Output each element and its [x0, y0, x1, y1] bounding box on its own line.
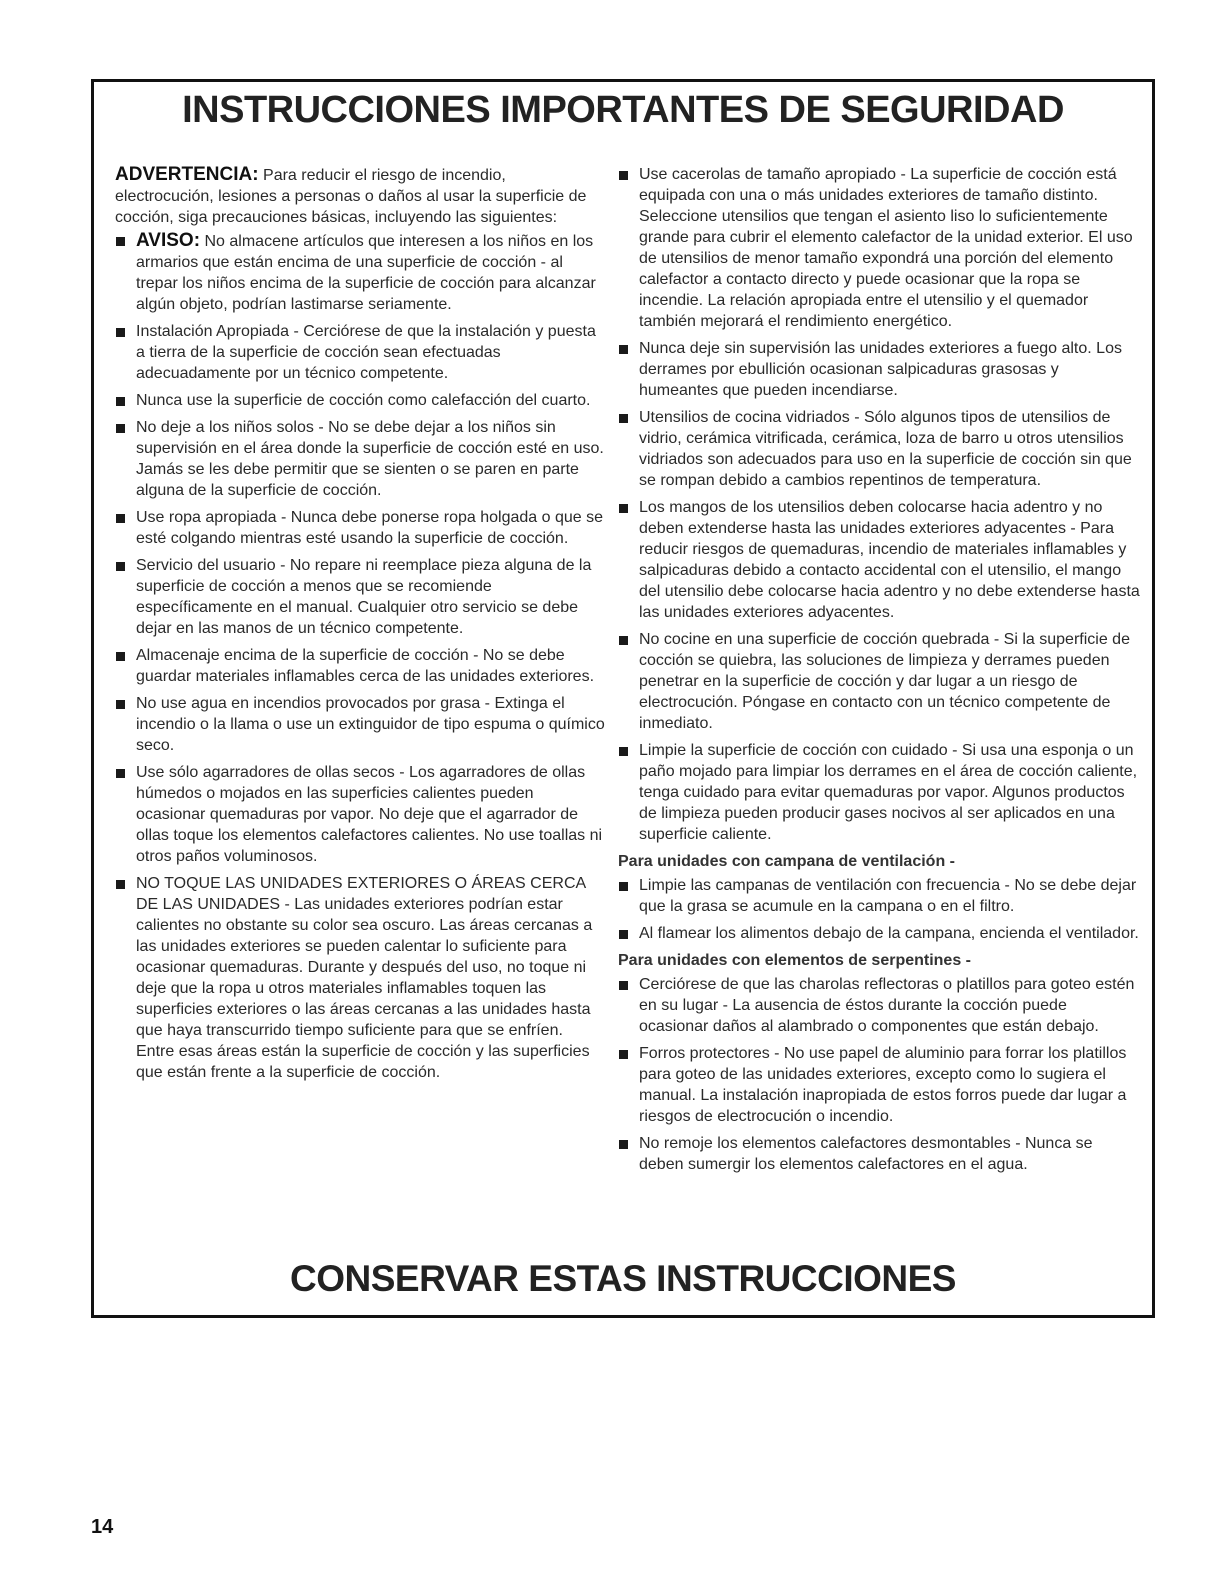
list-item [115, 645, 605, 687]
list-item-text: Nunca use la superficie de cocción como calefacción del cuarto. [136, 392, 591, 409]
list-item [115, 873, 605, 1083]
list-item-text: Nunca deje sin supervisión las unidades exteriores a fuego alto. Los derrames por ebullición ocasionan salpicaduras grasosas y humeantes que pueden incendiarse. [639, 340, 1122, 399]
list-item [115, 555, 605, 639]
list-item [115, 390, 605, 411]
list-item [115, 321, 605, 384]
list-item [618, 974, 1140, 1037]
square-bullet-icon [619, 504, 628, 513]
footer-title: CONSERVAR ESTAS INSTRUCCIONES [290, 1258, 956, 1299]
list-item [115, 230, 605, 315]
list-item-text: Limpie las campanas de ventilación con frecuencia - No se debe dejar que la grasa se acumule en la campana o en el filtro. [639, 877, 1137, 915]
square-bullet-icon [619, 930, 628, 939]
square-bullet-icon [116, 769, 125, 778]
list-item [618, 740, 1140, 845]
list-item [618, 1133, 1140, 1175]
page-title: INSTRUCCIONES IMPORTANTES DE SEGURIDAD [182, 89, 1064, 131]
notice-lead: AVISO: [136, 230, 201, 251]
right-bullet-list [618, 164, 1140, 845]
square-bullet-icon [116, 237, 125, 246]
warning-lead: ADVERTENCIA: [115, 164, 259, 185]
list-item-text: No cocine en una superficie de cocción quebrada - Si la superficie de cocción se quiebra, las soluciones de limpieza y derrames pueden penetrar en la superficie de cocción y dar lugar a un riesgo de electrocución. Póngase en contacto con un técnico competente de inmediato. [639, 631, 1130, 732]
list-item-text: No almacene artículos que interesen a los niños en los armarios que están encima de una superficie de cocción - al trepar los niños encima de la superficie de cocción para alcanzar algún objeto, podrían lastimarse seriamente. [136, 233, 596, 313]
list-item-text: Cerciórese de que las charolas reflectoras o platillos para goteo estén en su lugar - La ausencia de éstos durante la cocción puede ocasionar daños al alambrado o componentes que están debajo. [639, 976, 1135, 1035]
square-bullet-icon [619, 747, 628, 756]
square-bullet-icon [116, 652, 125, 661]
list-item [618, 1043, 1140, 1127]
coil-units-heading: Para unidades con elementos de serpentines - [618, 952, 971, 969]
square-bullet-icon [619, 171, 628, 180]
right-column [618, 164, 1140, 1181]
square-bullet-icon [116, 424, 125, 433]
list-item [115, 693, 605, 756]
list-item [618, 164, 1140, 332]
square-bullet-icon [619, 414, 628, 423]
warning-text: Para reducir el riesgo de incendio, electrocución, lesiones a personas o daños al usar la superficie de cocción, siga precauciones básicas, incluyendo las siguientes: [115, 167, 587, 226]
list-item-text: Use sólo agarradores de ollas secos - Los agarradores de ollas húmedos o mojados en las superficies calientes pueden ocasionar quemaduras por vapor. No deje que el agarrador de ollas toque los elementos calefactores calientes. No use toallas ni otros paños voluminosos. [136, 764, 603, 865]
square-bullet-icon [619, 1050, 628, 1059]
list-item [115, 762, 605, 867]
hood-bullet-list [618, 875, 1140, 944]
square-bullet-icon [116, 328, 125, 337]
square-bullet-icon [116, 700, 125, 709]
square-bullet-icon [619, 882, 628, 891]
page-number: 14 [91, 1516, 114, 1538]
square-bullet-icon [619, 1140, 628, 1149]
list-item-text: Limpie la superficie de cocción con cuidado - Si usa una esponja o un paño mojado para limpiar los derrames en el área de cocción caliente, tenga cuidado para evitar quemaduras por vapor. Algunos productos de limpieza pueden producir gases nocivos al ser aplicados en una superficie caliente. [639, 742, 1138, 843]
list-item [618, 497, 1140, 623]
list-item-text: Forros protectores - No use papel de aluminio para forrar los platillos para goteo de las unidades exteriores, excepto como lo sugiera el manual. La instalación inapropiada de estos forros puede dar lugar a riesgos de electrocución o incendio. [639, 1045, 1127, 1125]
square-bullet-icon [619, 636, 628, 645]
list-item [618, 875, 1140, 917]
left-column [115, 164, 605, 1089]
hood-units-heading: Para unidades con campana de ventilación - [618, 853, 955, 870]
list-item-text: Instalación Apropiada - Cerciórese de que la instalación y puesta a tierra de la superficie de cocción sean efectuadas adecuadamente por un técnico competente. [136, 323, 596, 382]
list-item-text: Servicio del usuario - No repare ni reemplace pieza alguna de la superficie de cocción a menos que se recomiende específicamente en el manual. Cualquier otro servicio se debe dejar en las manos de un técnico competente. [136, 557, 592, 637]
list-item-text: Utensilios de cocina vidriados - Sólo algunos tipos de utensilios de vidrio, cerámica vitrificada, cerámica, loza de barro u otros utensilios vidriados son adecuados para uso en la superficie de cocción sin que se rompan debido a cambios repentinos de temperatura. [639, 409, 1132, 489]
square-bullet-icon [116, 880, 125, 889]
list-item [618, 923, 1140, 944]
square-bullet-icon [619, 345, 628, 354]
list-item-text: No deje a los niños solos - No se debe dejar a los niños sin supervisión en el área donde la superficie de cocción esté en uso. Jamás se les debe permitir que se sienten o se paren en parte alguna de la superficie de cocción. [136, 419, 604, 499]
square-bullet-icon [619, 981, 628, 990]
list-item-text: Almacenaje encima de la superficie de cocción - No se debe guardar materiales inflamables cerca de las unidades exteriores. [136, 647, 595, 685]
list-item-text: Use cacerolas de tamaño apropiado - La superficie de cocción está equipada con una o más unidades exteriores de tamaño distinto. Seleccione utensilios que tengan el asiento liso lo suficientemente grande para cubrir el elemento calefactor de la unidad exterior. El uso de utensilios de menor tamaño expondrá una porción del elemento calefactor a contacto directo y puede ocasionar que la ropa se incendie. La relación apropiada entre el utensilio y el quemador también mejorará el rendimiento energético. [639, 166, 1133, 330]
coil-bullet-list [618, 974, 1140, 1175]
list-item-text: No use agua en incendios provocados por grasa - Extinga el incendio o la llama o use un extinguidor de tipo espuma o químico seco. [136, 695, 605, 754]
square-bullet-icon [116, 514, 125, 523]
square-bullet-icon [116, 397, 125, 406]
list-item [618, 338, 1140, 401]
list-item-text: Al flamear los alimentos debajo de la campana, encienda el ventilador. [639, 925, 1139, 942]
list-item [618, 629, 1140, 734]
list-item [618, 407, 1140, 491]
list-item [115, 417, 605, 501]
list-item-text: Los mangos de los utensilios deben colocarse hacia adentro y no deben extenderse hasta las unidades exteriores adyacentes - Para reducir riesgos de quemaduras, incendio de materiales inflamables y salpicaduras debido a contacto accidental con el utensilio, el mango del utensilio debe colocarse hacia adentro y no debe extenderse hasta las unidades exteriores adyacentes. [639, 499, 1140, 621]
list-item-text: NO TOQUE LAS UNIDADES EXTERIORES O ÁREAS CERCA DE LAS UNIDADES - Las unidades exteriores podrían estar calientes no obstante su color sea oscuro. Las áreas cercanas a las unidades exteriores se pueden calentar lo suficiente para ocasionar quemaduras. Durante y después del uso, no toque ni deje que la ropa u otros materiales inflamables toquen las superficies exteriores o las áreas cercanas a las unidades hasta que haya transcurrido tiempo suficiente para que se enfríen. Entre esas áreas están la superficie de cocción y las superficies que están frente a la superficie de cocción. [136, 875, 593, 1081]
left-bullet-list [115, 230, 605, 1083]
warning-paragraph [115, 164, 605, 228]
list-item-text: No remoje los elementos calefactores desmontables - Nunca se deben sumergir los elementos calefactores en el agua. [639, 1135, 1093, 1173]
list-item-text: Use ropa apropiada - Nunca debe ponerse ropa holgada o que se esté colgando mientras esté usando la superficie de cocción. [136, 509, 603, 547]
list-item [115, 507, 605, 549]
safety-instructions-box [91, 79, 1155, 1318]
square-bullet-icon [116, 562, 125, 571]
